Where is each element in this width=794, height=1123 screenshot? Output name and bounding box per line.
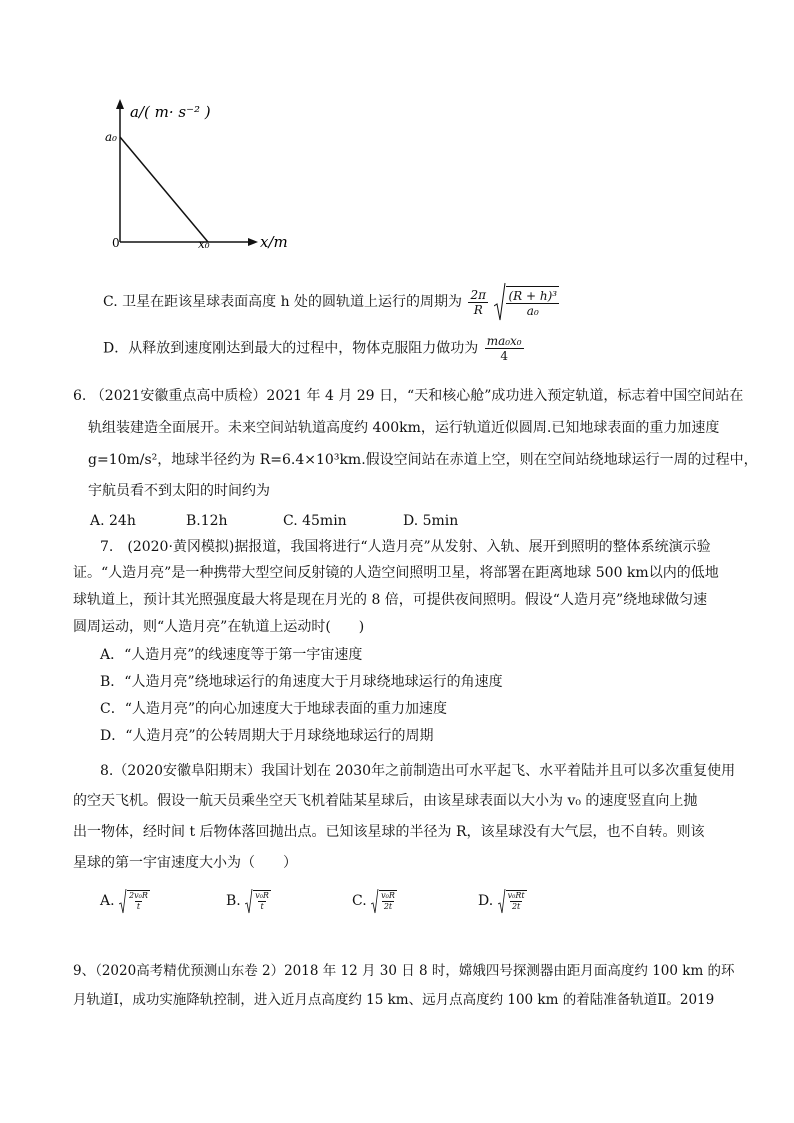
q7-line-2: 证。“人造月亮”是一种携带大型空间反射镜的人造空间照明卫星，将部署在距离地球 500 km以内的低地 [73, 565, 719, 581]
q6-line-3: g=10m/s²，地球半径约为 R=6.4×10³km.假设空间站在赤道上空，则在空间站绕地球运行一周的过程中， [88, 452, 758, 468]
q5-option-c-coefficient: $\frac{2\pi}{R}$ [470, 287, 487, 317]
q7-option-a: A．“人造月亮”的线速度等于第一宇宙速度 [100, 647, 363, 663]
q7-option-c: C．“人造月亮”的向心加速度大于地球表面的重力加速度 [100, 701, 448, 717]
q6-line-2: 轨组装建造全面展开。未来空间站轨道高度约 400km，运行轨道近似圆周.已知地球表面的重力加速度 [88, 420, 720, 436]
q8-line-4: 星球的第一宇宙速度大小为（ ） [73, 855, 297, 871]
sqrt-sign-icon [494, 282, 506, 322]
q8-option-a: A. $\frac{\text{2v₀R}}{t}$ [100, 888, 152, 914]
acceleration-displacement-graph [100, 95, 300, 255]
q7-line-4: 圆周运动，则“人造月亮”在轨道上运动时( ) [73, 619, 365, 635]
q8-option-c: C. $\frac{\text{v₀R}}{2t}$ [352, 888, 399, 914]
q5-option-c-text: C. 卫星在距该星球表面高度 h 处的圆轨道上运行的周期为 [103, 294, 463, 310]
y-intercept-label: a₀ [105, 130, 117, 144]
q8-line-2: 的空天飞机。假设一航天员乘坐空天飞机着陆某星球后，由该星球表面以大小为 v₀ 的速度竖直向上抛 [73, 793, 698, 809]
q7-option-b: B．“人造月亮”绕地球运行的角速度大于月球绕地球运行的角速度 [100, 674, 503, 690]
q6-option-c: C. 45min [283, 513, 347, 529]
y-axis-label: a/( m· s⁻² ) [130, 103, 211, 121]
q8-option-b: B. $\frac{\text{v₀R}}{t}$ [226, 888, 273, 914]
sqrt-sign-icon [245, 888, 253, 914]
q5-option-c-radical: $\frac{\text{(R + h)³}}{\text{a₀}}$ [494, 282, 561, 322]
q5-option-d-text: D．从释放到速度刚达到最大的过程中，物体克服阻力做功为 [103, 340, 479, 357]
q9-line-1: 9、（2020高考精优预测山东卷 2）2018 年 12 月 30 日 8 时，嫦娥四号探测器由距月面高度约 100 km 的环 [73, 963, 735, 979]
y-axis-arrow [116, 99, 124, 109]
q5-option-d [103, 334, 526, 363]
q6-option-b: B.12h [186, 513, 228, 529]
q7-line-3: 球轨道上，预计其光照强度最大将是现在月光的 8 倍，可提供夜间照明。假设“人造月亮”绕地球做匀速 [73, 592, 708, 608]
x-intercept-label: x₀ [198, 237, 210, 251]
q8-option-d: D. $\frac{\text{v₀Rt}}{2t}$ [478, 888, 529, 914]
x-axis-arrow [248, 238, 258, 246]
x-axis-label: x/m [260, 233, 288, 251]
graph-line [120, 137, 208, 242]
sqrt-sign-icon [371, 888, 379, 914]
q6-option-a: A. 24h [90, 513, 136, 529]
sqrt-sign-icon [498, 888, 506, 914]
q7-option-d: D．“人造月亮”的公转周期大于月球绕地球运行的周期 [100, 728, 434, 744]
q8-line-3: 出一物体，经时间 t 后物体落回抛出点。已知该星球的半径为 R，该星球没有大气层，也不自转。则该 [73, 824, 705, 840]
q6-line-1: 6. （2021安徽重点高中质检）2021 年 4 月 29 日，“天和核心舱”成功进入预定轨道，标志着中国空间站在 [73, 388, 744, 404]
q8-line-1: 8.（2020安徽阜阳期末）我国计划在 2030年之前制造出可水平起飞、水平着陆并且可以多次重复使用 [100, 763, 736, 779]
origin-label: 0 [112, 236, 120, 250]
q9-line-2: 月轨道Ⅰ，成功实施降轨控制，进入近月点高度约 15 km、远月点高度约 100 km 的着陆准备轨道Ⅱ。2019 [73, 992, 715, 1008]
q6-line-4: 宇航员看不到太阳的时间约为 [88, 483, 270, 499]
q6-option-d: D. 5min [403, 513, 459, 529]
q5-option-c [103, 282, 561, 322]
q7-line-1: 7. (2020·黄冈模拟)据报道，我国将进行“人造月亮”从发射、入轨、展开到照明的整体系统演示验 [100, 539, 711, 555]
q5-option-d-fraction: $\frac{\text{ma₀x₀}}{4}$ [486, 334, 522, 363]
sqrt-sign-icon [119, 888, 127, 914]
